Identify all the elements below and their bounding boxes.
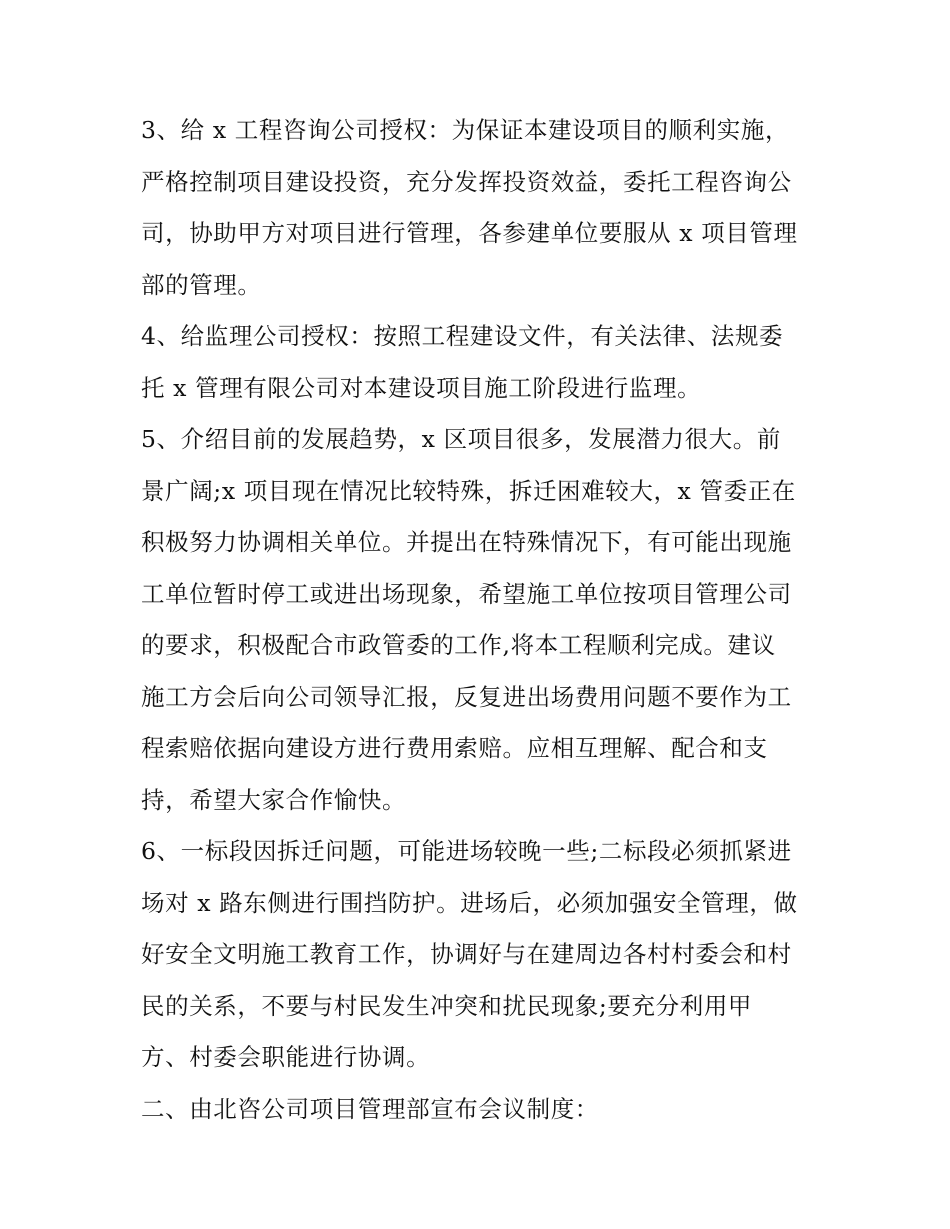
text-line: 积极努力协调相关单位。并提出在特殊情况下，有可能出现施 xyxy=(141,528,792,556)
text-line: 4、给监理公司授权：按照工程建设文件，有关法律、法规委 xyxy=(141,322,784,350)
section-heading-text: 二、由北咨公司项目管理部宣布会议制度： xyxy=(141,1094,599,1123)
text-line: 景广阔;x 项目现在情况比较特殊，拆迁困难较大，x 管委正在 xyxy=(141,476,796,505)
paragraph-item-4 xyxy=(141,314,821,417)
text-line: 民的关系，不要与村民发生冲突和扰民现象;要充分利用甲 xyxy=(141,991,753,1020)
text-line: 施工方会后向公司领导汇报，反复进出场费用问题不要作为工 xyxy=(141,682,792,711)
text-line: 的要求，积极配合市政管委的工作,将本工程顺利完成。建议 xyxy=(141,631,776,659)
text-line: 程索赔依据向建设方进行费用索赔。应相互理解、配合和支 xyxy=(141,734,768,762)
paragraph-item-6 xyxy=(141,829,821,1087)
text-line: 方、村委会职能进行协调。 xyxy=(141,1043,431,1071)
section-heading-2 xyxy=(141,1087,821,1139)
text-line: 持，希望大家合作愉快。 xyxy=(141,785,407,814)
text-line: 5、介绍目前的发展趋势，x 区项目很多，发展潜力很大。前 xyxy=(141,425,781,453)
text-line: 部的管理。 xyxy=(141,270,262,299)
paragraph-item-3 xyxy=(141,108,821,314)
paragraph-item-5 xyxy=(141,417,821,829)
document-body xyxy=(141,108,821,1138)
text-line: 托 x 管理有限公司对本建设项目施工阶段进行监理。 xyxy=(141,373,702,402)
text-line: 严格控制项目建设投资，充分发挥投资效益，委托工程咨询公 xyxy=(141,167,792,196)
text-line: 3、给 x 工程咨询公司授权：为保证本建设项目的顺利实施， xyxy=(141,116,790,144)
text-line: 好安全文明施工教育工作，协调好与在建周边各村村委会和村 xyxy=(141,940,792,968)
text-line: 场对 x 路东侧进行围挡防护。进场后，必须加强安全管理，做 xyxy=(141,888,798,917)
text-line: 司，协助甲方对项目进行管理，各参建单位要服从 x 项目管理 xyxy=(141,219,798,247)
text-line: 6、一标段因拆迁问题，可能进场较晚一些;二标段必须抓紧进 xyxy=(141,837,792,865)
text-line: 工单位暂时停工或进出场现象，希望施工单位按项目管理公司 xyxy=(141,579,792,608)
